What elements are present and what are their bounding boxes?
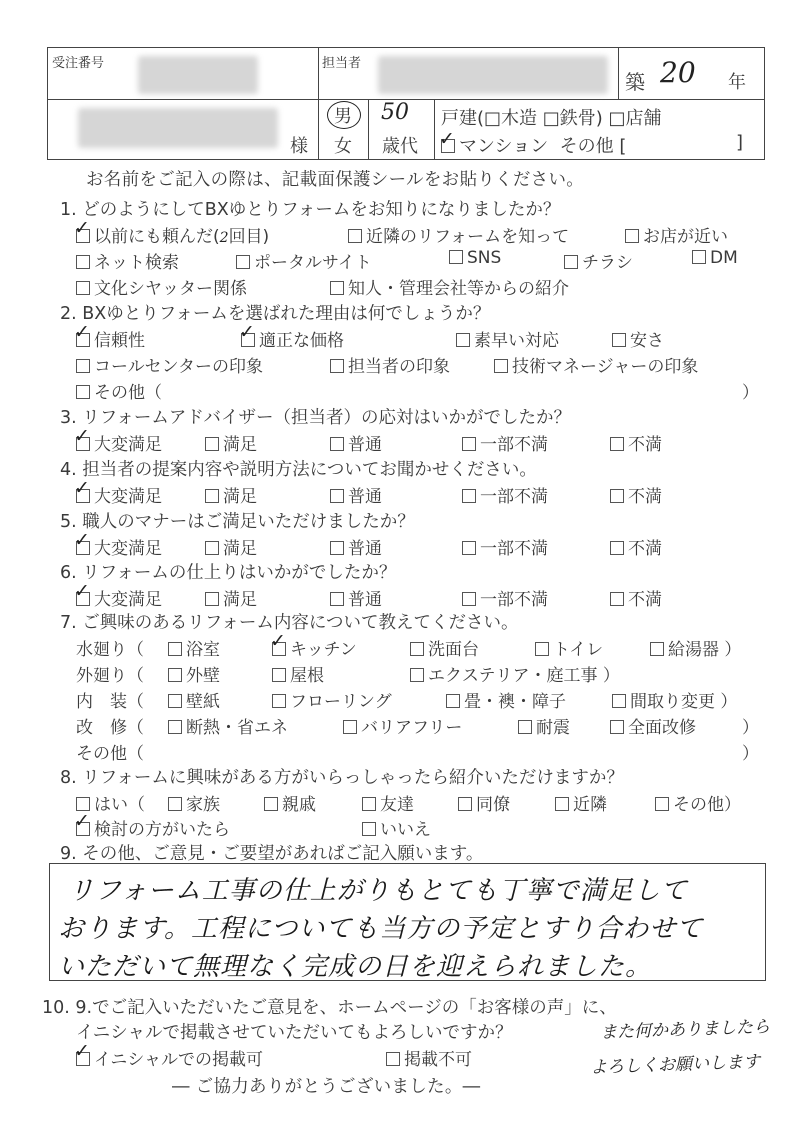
q7-water-bath[interactable]: 浴室	[168, 635, 220, 660]
q4-question: 4. 担当者の提案内容や説明方法についてお聞かせください。	[60, 460, 537, 480]
q2-opt-price[interactable]: 適正な価格	[241, 326, 344, 351]
building-age-prefix: 築	[625, 70, 645, 94]
q6-opt-normal[interactable]: 普通	[330, 585, 382, 610]
q2-price-check: ✓	[239, 321, 255, 343]
q6-opt-unsatisfied[interactable]: 不満	[610, 585, 662, 610]
q4-opt-unsatisfied[interactable]: 不満	[610, 482, 662, 507]
q3-opt-unsatisfied[interactable]: 不満	[610, 430, 662, 455]
comment-line-1: リフォーム工事の仕上がりもとても丁寧で満足して	[68, 876, 688, 906]
male-circle-mark	[327, 101, 361, 129]
q4-opt-partial[interactable]: 一部不満	[462, 482, 548, 507]
q8-neighbor[interactable]: 近隣	[555, 790, 607, 815]
q1-opt-store[interactable]: お店が近い	[625, 222, 728, 247]
header-col-divider	[434, 99, 435, 159]
handwritten-note-1: また何かありましたら	[599, 1017, 771, 1043]
q5-very-check: ✓	[74, 529, 90, 551]
gender-male: 男	[334, 106, 352, 127]
q7-water-label: 水廻り（	[76, 640, 144, 660]
q7-renovate-label: 改 修（	[76, 718, 144, 738]
house-type-mansion-row	[441, 132, 626, 158]
q7-renovate-full[interactable]: 全面改修	[610, 713, 696, 738]
q1-opt-referral[interactable]: 知人・管理会社等からの紹介	[330, 274, 569, 299]
header-col-divider	[618, 48, 619, 99]
q6-opt-partial[interactable]: 一部不満	[462, 585, 548, 610]
q6-question: 6. リフォームの仕上りはいかがでしたか？	[60, 563, 397, 583]
q9-question: 9. その他、ご意見・ご要望があればご記入願います。	[60, 844, 484, 864]
comment-line-3: いただいて無理なく完成の日を迎えられました。	[58, 952, 653, 982]
q8-other[interactable]: その他）	[655, 790, 741, 815]
q1-opt-net[interactable]: ネット検索	[76, 248, 179, 273]
q2-opt-safe[interactable]: 安さ	[612, 326, 664, 351]
q5-opt-satisfied[interactable]: 満足	[205, 534, 257, 559]
q7-renovate-insulation[interactable]: 断熱・省エネ	[168, 713, 288, 738]
age-group-label: 歳代	[382, 136, 418, 157]
q7-interior-layout[interactable]: 間取り変更 ）	[612, 687, 737, 712]
q2-opt-other[interactable]: その他（	[76, 378, 162, 403]
house-other-label: その他 [	[559, 136, 627, 157]
q4-very-check: ✓	[74, 477, 90, 499]
q5-opt-unsatisfied[interactable]: 不満	[610, 534, 662, 559]
q10-opt-deny[interactable]: 掲載不可	[386, 1045, 472, 1070]
q3-opt-very[interactable]: 大変満足	[76, 430, 162, 455]
q7-other-label[interactable]: その他（	[76, 744, 144, 764]
q1-opt-before[interactable]: 以前にも頼んだ(2回目)	[76, 222, 269, 247]
q6-very-check: ✓	[74, 580, 90, 602]
q8-friend[interactable]: 友達	[362, 790, 414, 815]
q1-opt-flyer[interactable]: チラシ	[564, 248, 633, 273]
order-number-redacted	[138, 56, 258, 94]
q5-opt-very[interactable]: 大変満足	[76, 534, 162, 559]
q7-outer-wall[interactable]: 外壁	[168, 661, 220, 686]
q2-opt-callcenter[interactable]: コールセンターの印象	[76, 352, 263, 377]
building-age-suffix: 年	[728, 72, 746, 93]
q6-opt-satisfied[interactable]: 満足	[205, 585, 257, 610]
q7-renovate-quake[interactable]: 耐震	[518, 713, 570, 738]
house-other-close: ]	[736, 132, 744, 153]
q7-water-wash[interactable]: 洗面台	[410, 635, 479, 660]
q1-before-count: 2	[219, 230, 229, 246]
q10-question-line2: イニシャルで掲載させていただいてもよろしいですか？	[76, 1023, 513, 1043]
q2-opt-staff[interactable]: 担当者の印象	[330, 352, 450, 377]
q8-colleague[interactable]: 同僚	[458, 790, 510, 815]
q8-yes[interactable]: はい（	[76, 790, 145, 815]
q1-question: 1. どのようにしてBXゆとりフォームをお知りになりましたか？	[60, 200, 561, 220]
q4-opt-normal[interactable]: 普通	[330, 482, 382, 507]
q10-allow-check: ✓	[74, 1040, 90, 1062]
q7-interior-label: 内 装（	[76, 692, 144, 712]
q7-interior-tatami[interactable]: 畳・襖・障子	[446, 687, 566, 712]
q7-question: 7. ご興味のあるリフォーム内容について教えてください。	[60, 613, 519, 633]
q10-opt-allow[interactable]: イニシャルでの掲載可	[76, 1045, 263, 1070]
q1-opt-neighbor[interactable]: 近隣のリフォームを知って	[348, 222, 569, 247]
q10-question-line1: 10. 9.でご記入いただいたご意見を、ホームページの「お客様の声」に、	[42, 998, 617, 1018]
q2-opt-quick[interactable]: 素早い対応	[456, 326, 559, 351]
header-col-divider	[368, 99, 369, 159]
staff-label: 担当者	[322, 56, 362, 71]
q8-considering-check: ✓	[74, 810, 90, 832]
q7-interior-flooring[interactable]: フローリング	[272, 687, 392, 712]
age-group-value: 50	[381, 100, 409, 125]
q7-kitchen-check: ✓	[270, 630, 286, 652]
header-col-divider	[318, 48, 319, 159]
q7-water-heater[interactable]: 給湯器 ）	[650, 635, 741, 660]
handwritten-note-2: よろしくお願いします	[589, 1052, 761, 1078]
staff-name-redacted	[378, 56, 608, 94]
q7-outer-roof[interactable]: 屋根	[272, 661, 324, 686]
q1-opt-portal[interactable]: ポータルサイト	[236, 248, 372, 273]
q1-opt-dm[interactable]: DM	[692, 248, 738, 268]
customer-name-redacted	[78, 108, 278, 148]
mansion-check-mark: ✓	[439, 128, 455, 150]
q7-renovate-close: ）	[742, 718, 759, 738]
q7-renovate-barrier[interactable]: バリアフリー	[343, 713, 462, 738]
q2-opt-tech[interactable]: 技術マネージャーの印象	[494, 352, 698, 377]
q1-opt-bunka[interactable]: 文化シヤッター関係	[76, 274, 247, 299]
q1-before-check: ✓	[74, 217, 90, 239]
q2-trust-check: ✓	[74, 321, 90, 343]
q8-considering[interactable]: 検討の方がいたら	[76, 815, 230, 840]
header-table	[47, 47, 765, 160]
q7-outer-exterior[interactable]: エクステリア・庭工事 ）	[410, 661, 620, 686]
q2-opt-trust[interactable]: 信頼性	[76, 326, 145, 351]
honorific: 様	[290, 136, 308, 157]
q3-opt-normal[interactable]: 普通	[330, 430, 382, 455]
building-age-value: 20	[660, 56, 696, 89]
q8-family[interactable]: 家族	[168, 790, 220, 815]
q7-water-toilet[interactable]: トイレ	[535, 635, 603, 660]
q7-water-kitchen[interactable]: キッチン	[272, 635, 357, 660]
q8-no[interactable]: いいえ	[362, 815, 431, 840]
q2-question: 2. BXゆとりフォームを選ばれた理由は何でしょうか？	[60, 304, 491, 324]
q4-opt-satisfied[interactable]: 満足	[205, 482, 257, 507]
q1-opt-sns[interactable]: SNS	[449, 248, 501, 268]
q3-very-check: ✓	[74, 425, 90, 447]
house-type-line1: 戸建(□木造 □鉄骨) □店舗	[441, 108, 662, 129]
comment-line-2: おります。工程についても当方の予定とすり合わせて	[58, 914, 704, 944]
q8-relative[interactable]: 親戚	[264, 790, 316, 815]
q3-opt-partial[interactable]: 一部不満	[462, 430, 548, 455]
thank-you-footer: ― ご協力ありがとうございました。―	[172, 1077, 481, 1097]
q5-question: 5. 職人のマナーはご満足いただけましたか？	[60, 512, 415, 532]
order-number-label: 受注番号	[52, 56, 105, 71]
mansion-label: マンション	[459, 136, 549, 157]
q7-other-close: ）	[742, 744, 759, 764]
comment-box[interactable]	[49, 863, 766, 981]
q2-other-close: ）	[742, 383, 759, 403]
q5-opt-partial[interactable]: 一部不満	[462, 534, 548, 559]
q3-question: 3. リフォームアドバイザー（担当者）の応対はいかがでしたか？	[60, 408, 572, 428]
q7-outer-label: 外廻り（	[76, 666, 144, 686]
q6-opt-very[interactable]: 大変満足	[76, 585, 162, 610]
q3-opt-satisfied[interactable]: 満足	[205, 430, 257, 455]
q4-opt-very[interactable]: 大変満足	[76, 482, 162, 507]
sticker-notice: お名前をご記入の際は、記載面保護シールをお貼りください。	[86, 170, 585, 190]
gender-female: 女	[334, 136, 352, 157]
q5-opt-normal[interactable]: 普通	[330, 534, 382, 559]
q8-question: 8. リフォームに興味がある方がいらっしゃったら紹介いただけますか？	[60, 768, 624, 788]
q7-interior-wallpaper[interactable]: 壁紙	[168, 687, 220, 712]
